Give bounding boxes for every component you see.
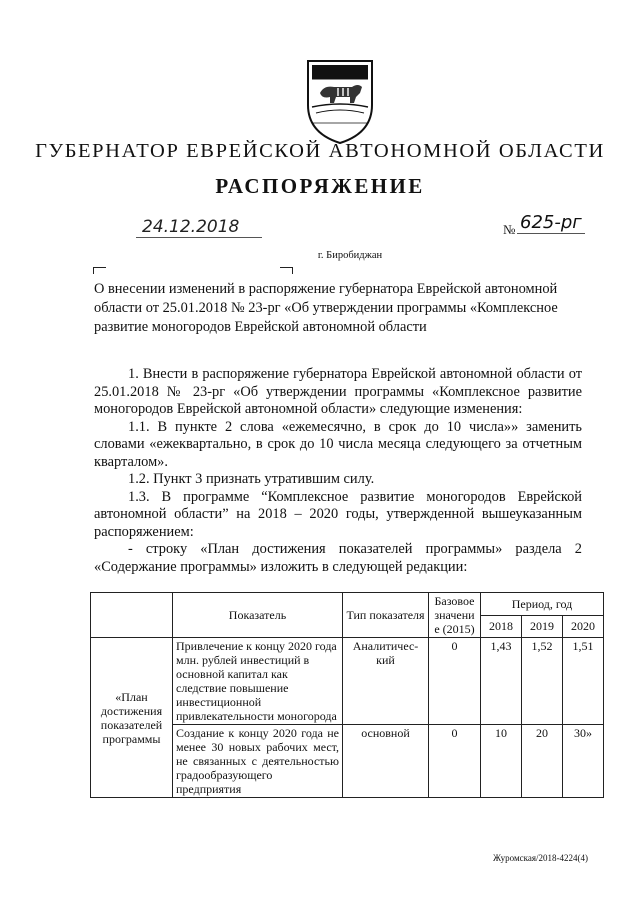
table-header-type: Тип показателя xyxy=(343,593,429,638)
coat-of-arms-emblem xyxy=(298,47,382,147)
table-cell-2018: 10 xyxy=(481,725,522,798)
document-number: 625-рг xyxy=(517,212,585,234)
paragraph-instruction: - строку «План достижения показателей программы» раздела 2 «Содержание программы» изложить в следующей редакции: xyxy=(94,541,582,575)
table-cell-2020: 1,51 xyxy=(563,638,604,725)
table-header-base: Базовое значени е (2015) xyxy=(429,593,481,638)
table-header-year: 2018 xyxy=(481,615,522,638)
document-body xyxy=(94,366,582,576)
table-header-year: 2019 xyxy=(522,615,563,638)
table-row xyxy=(91,638,604,725)
table-header-indicator: Показатель xyxy=(173,593,343,638)
table-header-period: Период, год xyxy=(481,593,604,616)
document-date: 24.12.2018 xyxy=(136,217,262,238)
footer-reference: Журомская/2018-4224(4) xyxy=(492,853,588,863)
table-cell-type: основной xyxy=(343,725,429,798)
paragraph-1-1: 1.1. В пункте 2 слова «ежемесячно, в срок до 10 числа»» заменить словами «ежеквартально, в срок до 10 числа месяца следующего за отчетным кварталом». xyxy=(94,418,582,470)
subject-bracket-right xyxy=(280,267,293,274)
city-label: г. Биробиджан xyxy=(317,250,383,261)
table-cell-indicator: Привлечение к концу 2020 года млн. рублей инвестиций в основной капитал как следствие повышение инвестиционной привлекательности моногорода xyxy=(173,638,343,725)
number-label: № xyxy=(503,222,516,237)
table-cell-type: Аналитичес-кий xyxy=(343,638,429,725)
table-header-year: 2020 xyxy=(563,615,604,638)
table-row-label: «План достижения показателей программы xyxy=(91,638,173,798)
table-cell-2020: 30» xyxy=(563,725,604,798)
governor-title: ГУБЕРНАТОР ЕВРЕЙСКОЙ АВТОНОМНОЙ ОБЛАСТИ xyxy=(35,140,605,162)
program-indicators-table xyxy=(90,592,604,798)
document-type-title: РАСПОРЯЖЕНИЕ xyxy=(215,174,425,198)
table-cell-2018: 1,43 xyxy=(481,638,522,725)
document-subject: О внесении изменений в распоряжение губернатора Еврейской автономной области от 25.01.2018 № 23-рг «Об утверждении программы «Комплексное развитие моногородов Еврейской автономной области xyxy=(94,281,558,335)
table-header-empty xyxy=(91,593,173,638)
table-cell-indicator: Создание к концу 2020 года не менее 30 новых рабочих мест, не связанных с деятельностью градообразующего предприятия xyxy=(173,725,343,798)
table-header-row xyxy=(91,593,604,616)
paragraph-1-2: 1.2. Пункт 3 признать утратившим силу. xyxy=(128,471,375,487)
table-cell-2019: 1,52 xyxy=(522,638,563,725)
table-cell-2019: 20 xyxy=(522,725,563,798)
paragraph-1: 1. Внести в распоряжение губернатора Еврейской автономной области от 25.01.2018 № 23-рг «Об утверждении программы «Комплексное развитие моногородов Еврейской автономной области» следующие изменения: xyxy=(94,366,582,417)
table-cell-base: 0 xyxy=(429,725,481,798)
table-cell-base: 0 xyxy=(429,638,481,725)
subject-bracket-left xyxy=(93,267,106,274)
paragraph-1-3: 1.3. В программе “Комплексное развитие моногородов Еврейской автономной области” на 2018 – 2020 годы, утвержденной вышеуказанным распоряжением: xyxy=(94,488,582,540)
